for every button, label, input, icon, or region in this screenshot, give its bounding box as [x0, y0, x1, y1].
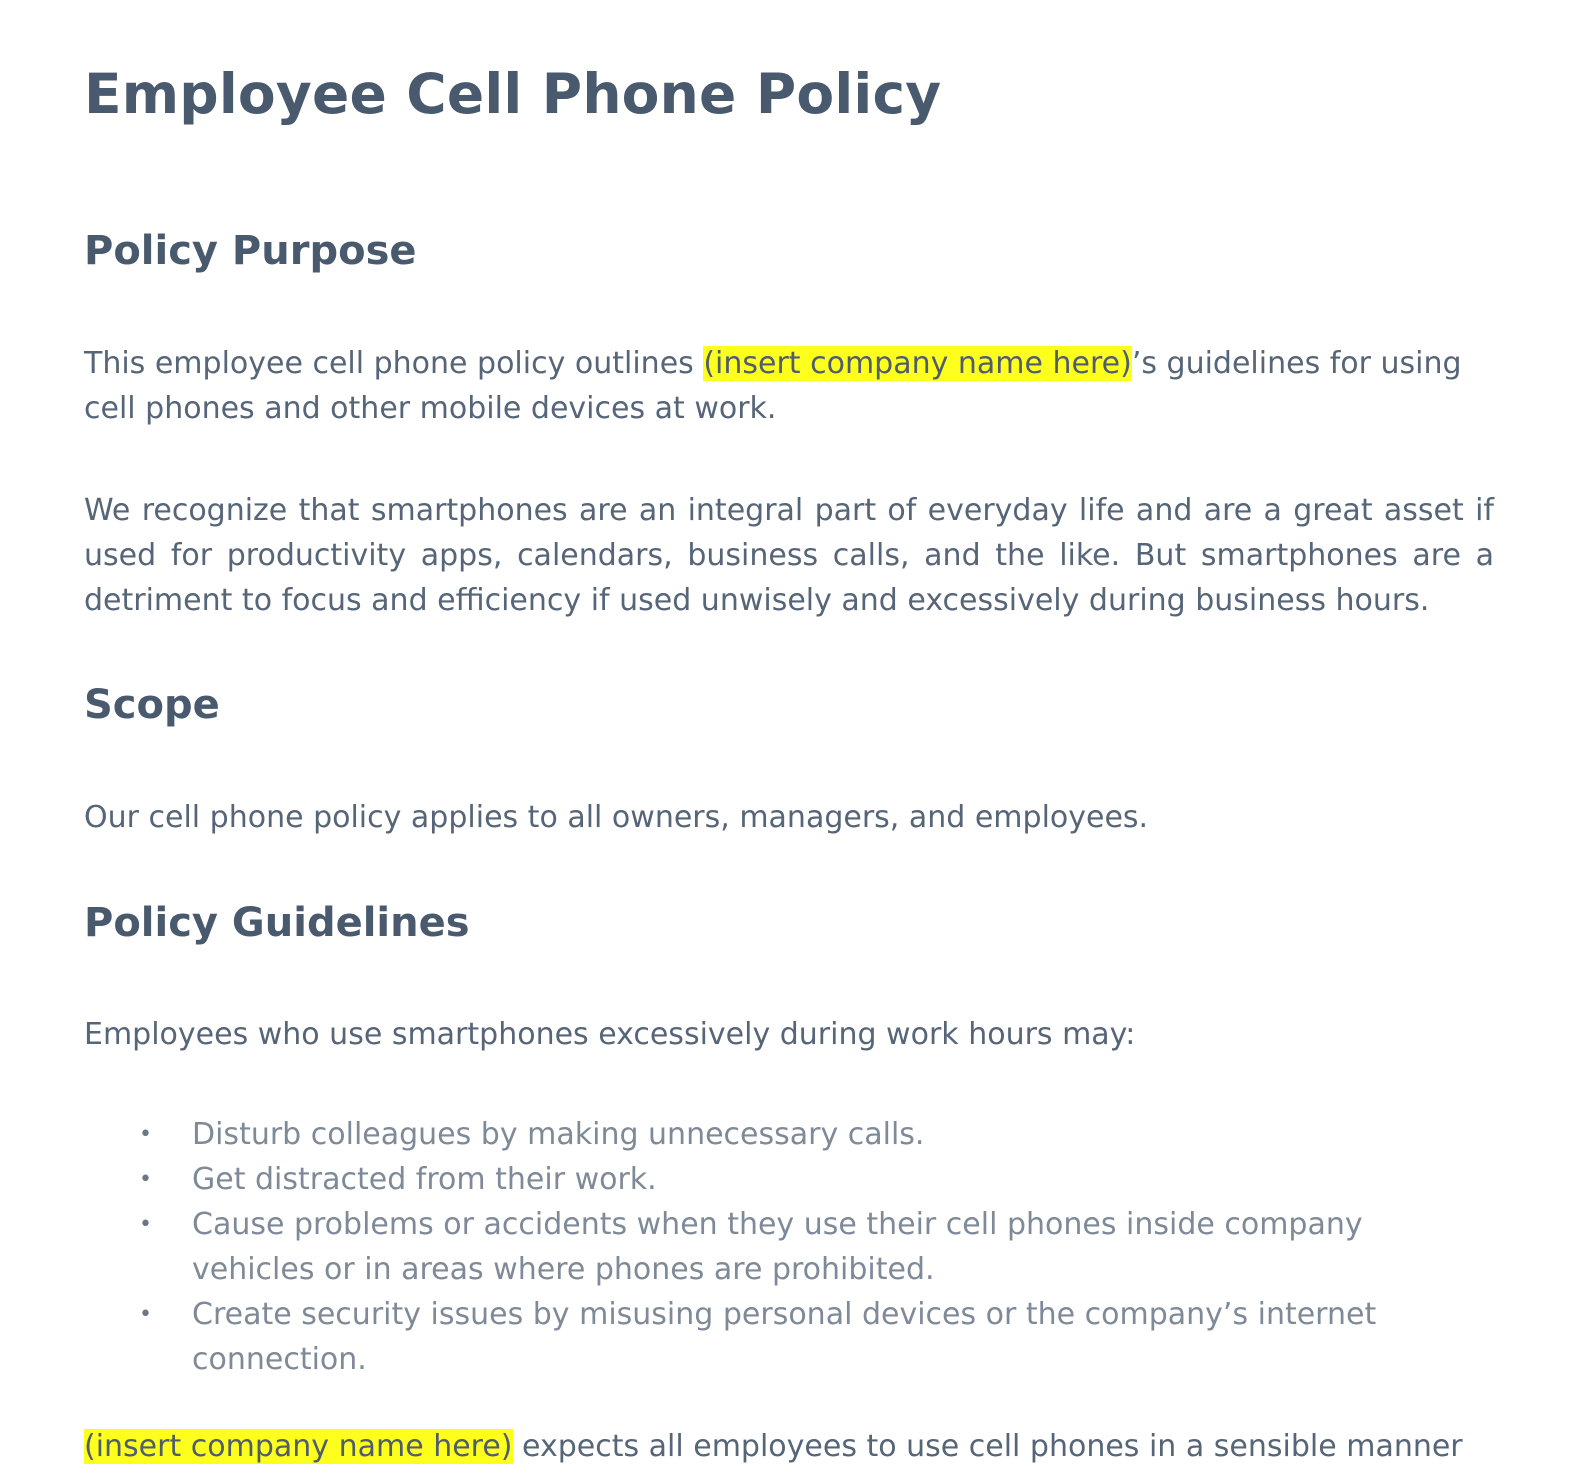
bullet-line: connection. [192, 1342, 367, 1377]
bullet-icon: • [139, 1212, 152, 1237]
purpose-p1-text-before: This employee cell phone policy outlines [84, 346, 704, 381]
list-item [84, 1112, 1494, 1157]
bullet-line: Get distracted from their work. [192, 1162, 657, 1197]
section-heading-policy-purpose: Policy Purpose [84, 228, 417, 274]
section-heading-policy-guidelines: Policy Guidelines [84, 900, 470, 946]
bullet-line: Disturb colleagues by making unnecessary calls. [192, 1117, 925, 1152]
bullet-icon: • [139, 1122, 152, 1147]
purpose-paragraph-2 [84, 488, 1494, 623]
guidelines-intro: Employees who use smartphones excessively during work hours may: [84, 1017, 1136, 1052]
list-item [84, 1292, 1494, 1382]
section-heading-scope: Scope [84, 682, 220, 728]
bullet-line: Cause problems or accidents when they use their cell phones inside company [192, 1207, 1363, 1242]
list-item [84, 1157, 1494, 1202]
purpose-paragraph-1 [84, 341, 1494, 431]
bullet-icon: • [139, 1167, 152, 1192]
purpose-paragraph-1-line-2: cell phones and other mobile devices at work. [84, 391, 777, 426]
purpose-paragraph-2-line-1: We recognize that smartphones are an integral part of everyday life and are a great asset if [84, 493, 1494, 528]
scope-paragraph: Our cell phone policy applies to all owners, managers, and employees. [84, 800, 1149, 835]
guidelines-closing-paragraph [84, 1424, 1494, 1469]
purpose-paragraph-2-line-3: detriment to focus and efficiency if used unwisely and excessively during business hours. [84, 583, 1430, 618]
bullet-line: Create security issues by misusing personal devices or the company’s internet [192, 1297, 1377, 1332]
document-title: Employee Cell Phone Policy [84, 62, 942, 126]
bullet-line: vehicles or in areas where phones are prohibited. [192, 1252, 935, 1287]
company-name-placeholder: (insert company name here) [703, 346, 1132, 381]
company-name-placeholder: (insert company name here) [84, 1429, 513, 1464]
purpose-paragraph-1-line-1 [84, 341, 1494, 386]
guidelines-bullet-list [84, 1112, 1494, 1382]
bullet-icon: • [139, 1302, 152, 1327]
list-item [84, 1202, 1494, 1292]
closing-text: expects all employees to use cell phones in a sensible manner [512, 1429, 1463, 1464]
purpose-paragraph-2-line-2: used for productivity apps, calendars, business calls, and the like. But smartphones are a [84, 538, 1494, 573]
purpose-p1-text-after: ’s guidelines for using [1131, 346, 1462, 381]
